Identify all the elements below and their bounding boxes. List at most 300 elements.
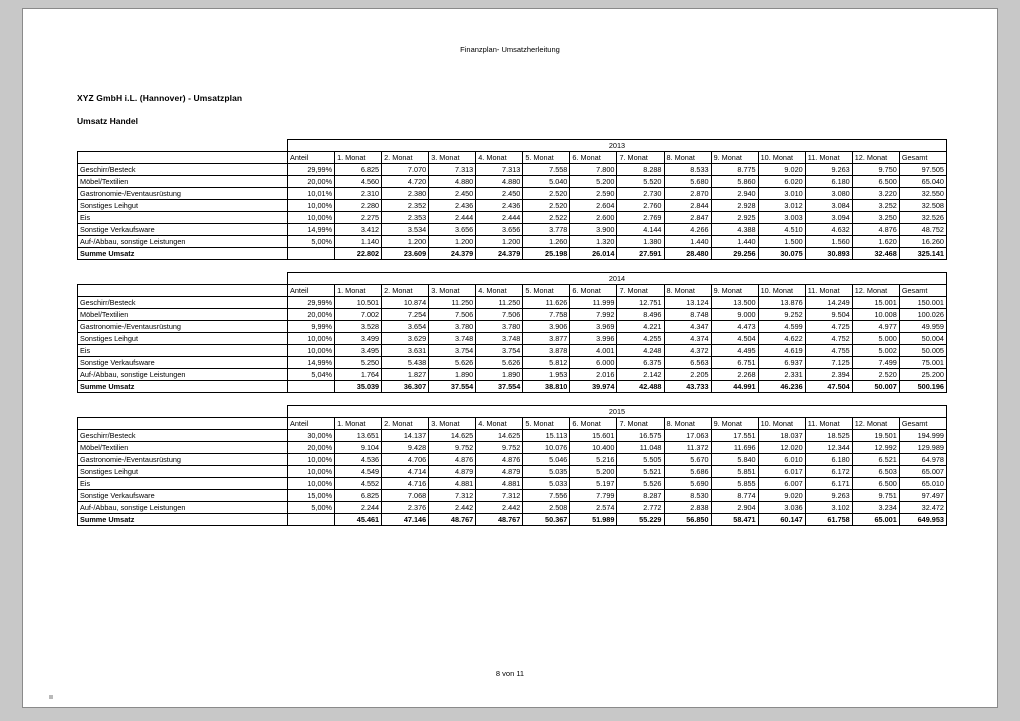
cell-month-3: 48.767: [429, 514, 476, 526]
row-anteil: 5,04%: [288, 369, 335, 381]
cell-month-2: 4.716: [382, 478, 429, 490]
cell-month-11: 1.560: [805, 236, 852, 248]
row-label: Geschirr/Besteck: [78, 164, 288, 176]
cell-month-3: 2.450: [429, 188, 476, 200]
cell-month-2: 9.428: [382, 442, 429, 454]
cell-month-3: 7.506: [429, 309, 476, 321]
cell-month-1: 45.461: [335, 514, 382, 526]
cell-month-8: 13.124: [664, 297, 711, 309]
cell-month-3: 3.656: [429, 224, 476, 236]
year-row-spacer: [78, 406, 288, 418]
cell-month-6: 5.197: [570, 478, 617, 490]
column-header-month-3: 3. Monat: [429, 152, 476, 164]
cell-total: 65.007: [899, 466, 946, 478]
column-header-month-8: 8. Monat: [664, 285, 711, 297]
cell-month-1: 5.250: [335, 357, 382, 369]
cell-month-5: 25.198: [523, 248, 570, 260]
column-header-total: Gesamt: [899, 152, 946, 164]
column-header-month-9: 9. Monat: [711, 418, 758, 430]
row-label: Sonstiges Leihgut: [78, 466, 288, 478]
cell-month-10: 9.020: [758, 490, 805, 502]
table-row: [78, 478, 947, 490]
cell-month-8: 1.440: [664, 236, 711, 248]
cell-month-2: 4.720: [382, 176, 429, 188]
cell-month-5: 15.113: [523, 430, 570, 442]
cell-month-4: 1.890: [476, 369, 523, 381]
cell-total: 150.001: [899, 297, 946, 309]
column-header-month-11: 11. Monat: [805, 285, 852, 297]
cell-month-6: 11.999: [570, 297, 617, 309]
cell-month-2: 4.706: [382, 454, 429, 466]
cell-month-6: 6.000: [570, 357, 617, 369]
column-header-month-12: 12. Monat: [852, 285, 899, 297]
cell-month-10: 46.236: [758, 381, 805, 393]
cell-month-1: 1.764: [335, 369, 382, 381]
cell-month-4: 3.754: [476, 345, 523, 357]
cell-month-11: 6.180: [805, 176, 852, 188]
cell-month-4: 7.313: [476, 164, 523, 176]
cell-month-9: 17.551: [711, 430, 758, 442]
table-row: [78, 212, 947, 224]
cell-total: 500.196: [899, 381, 946, 393]
cell-total: 194.999: [899, 430, 946, 442]
cell-total: 65.010: [899, 478, 946, 490]
cell-month-11: 3.102: [805, 502, 852, 514]
cell-total: 97.497: [899, 490, 946, 502]
row-anteil: 29,99%: [288, 297, 335, 309]
cell-month-4: 9.752: [476, 442, 523, 454]
cell-month-3: 14.625: [429, 430, 476, 442]
cell-month-5: 3.878: [523, 345, 570, 357]
cell-month-12: 3.234: [852, 502, 899, 514]
cell-month-8: 5.686: [664, 466, 711, 478]
cell-month-3: 4.876: [429, 454, 476, 466]
cell-month-9: 2.904: [711, 502, 758, 514]
cell-month-5: 50.367: [523, 514, 570, 526]
cell-month-8: 56.850: [664, 514, 711, 526]
table-row: [78, 502, 947, 514]
cell-month-8: 5.690: [664, 478, 711, 490]
cell-month-5: 5.046: [523, 454, 570, 466]
cell-total: 50.004: [899, 333, 946, 345]
cell-month-3: 4.880: [429, 176, 476, 188]
cell-month-1: 3.528: [335, 321, 382, 333]
column-header-month-4: 4. Monat: [476, 418, 523, 430]
cell-month-3: 3.754: [429, 345, 476, 357]
column-header-row: [78, 152, 947, 164]
cell-month-9: 4.504: [711, 333, 758, 345]
cell-month-2: 23.609: [382, 248, 429, 260]
cell-month-5: 3.778: [523, 224, 570, 236]
cell-month-2: 3.629: [382, 333, 429, 345]
table-row: [78, 442, 947, 454]
table-row: [78, 454, 947, 466]
cell-month-12: 5.000: [852, 333, 899, 345]
cell-month-1: 3.495: [335, 345, 382, 357]
column-header-month-9: 9. Monat: [711, 152, 758, 164]
cell-month-11: 3.084: [805, 200, 852, 212]
column-header-month-9: 9. Monat: [711, 285, 758, 297]
cell-month-5: 7.556: [523, 490, 570, 502]
cell-month-10: 6.017: [758, 466, 805, 478]
row-label: Möbel/Textilien: [78, 176, 288, 188]
cell-month-2: 4.714: [382, 466, 429, 478]
row-label: Gastronomie-/Eventausrüstung: [78, 321, 288, 333]
umsatz-tables: [77, 139, 947, 538]
cell-month-5: 2.520: [523, 200, 570, 212]
cell-month-11: 18.525: [805, 430, 852, 442]
cell-month-9: 5.855: [711, 478, 758, 490]
cell-total: 649.953: [899, 514, 946, 526]
cell-month-7: 2.142: [617, 369, 664, 381]
cell-month-6: 2.574: [570, 502, 617, 514]
cell-month-6: 5.216: [570, 454, 617, 466]
column-header-month-2: 2. Monat: [382, 152, 429, 164]
column-header-month-7: 7. Monat: [617, 418, 664, 430]
cell-month-7: 2.760: [617, 200, 664, 212]
cell-month-12: 50.007: [852, 381, 899, 393]
row-label: Gastronomie-/Eventausrüstung: [78, 454, 288, 466]
year-header-row: [78, 273, 947, 285]
cell-month-5: 2.520: [523, 188, 570, 200]
cell-month-12: 6.500: [852, 478, 899, 490]
cell-month-3: 3.748: [429, 333, 476, 345]
cell-month-11: 4.632: [805, 224, 852, 236]
cell-month-5: 3.906: [523, 321, 570, 333]
cell-month-1: 4.549: [335, 466, 382, 478]
cell-month-5: 5.040: [523, 176, 570, 188]
row-label: Auf-/Abbau, sonstige Leistungen: [78, 369, 288, 381]
table-row: [78, 490, 947, 502]
cell-month-4: 4.880: [476, 176, 523, 188]
cell-month-10: 6.937: [758, 357, 805, 369]
cell-month-3: 3.780: [429, 321, 476, 333]
column-header-month-6: 6. Monat: [570, 418, 617, 430]
cell-month-10: 4.619: [758, 345, 805, 357]
table-sum-row: [78, 381, 947, 393]
cell-month-7: 5.521: [617, 466, 664, 478]
cell-month-11: 9.263: [805, 164, 852, 176]
cell-month-9: 29.256: [711, 248, 758, 260]
year-row-spacer: [78, 140, 288, 152]
cell-month-8: 2.870: [664, 188, 711, 200]
column-header-month-6: 6. Monat: [570, 285, 617, 297]
cell-month-8: 17.063: [664, 430, 711, 442]
row-anteil: 15,00%: [288, 490, 335, 502]
year-header-row: [78, 406, 947, 418]
cell-month-4: 3.656: [476, 224, 523, 236]
cell-month-2: 1.200: [382, 236, 429, 248]
cell-month-8: 2.838: [664, 502, 711, 514]
cell-month-12: 4.977: [852, 321, 899, 333]
cell-month-9: 11.696: [711, 442, 758, 454]
cell-month-7: 2.769: [617, 212, 664, 224]
cell-month-9: 58.471: [711, 514, 758, 526]
row-label: Sonstiges Leihgut: [78, 333, 288, 345]
cell-month-1: 10.501: [335, 297, 382, 309]
table-row: [78, 466, 947, 478]
cell-month-8: 28.480: [664, 248, 711, 260]
cell-month-7: 27.591: [617, 248, 664, 260]
cell-month-8: 5.670: [664, 454, 711, 466]
cell-month-5: 2.522: [523, 212, 570, 224]
cell-month-8: 43.733: [664, 381, 711, 393]
cell-month-4: 2.450: [476, 188, 523, 200]
cell-month-9: 2.925: [711, 212, 758, 224]
cell-month-1: 22.802: [335, 248, 382, 260]
row-anteil: 5,00%: [288, 502, 335, 514]
row-anteil: 10,00%: [288, 454, 335, 466]
row-label: Eis: [78, 212, 288, 224]
column-header-anteil: Anteil: [288, 285, 335, 297]
cell-month-6: 15.601: [570, 430, 617, 442]
cell-month-5: 2.508: [523, 502, 570, 514]
cell-month-2: 2.380: [382, 188, 429, 200]
cell-month-6: 51.989: [570, 514, 617, 526]
cell-month-4: 2.436: [476, 200, 523, 212]
column-header-anteil: Anteil: [288, 418, 335, 430]
column-header-month-6: 6. Monat: [570, 152, 617, 164]
cell-month-3: 9.752: [429, 442, 476, 454]
cell-month-6: 4.001: [570, 345, 617, 357]
cell-month-12: 19.501: [852, 430, 899, 442]
cell-month-12: 2.520: [852, 369, 899, 381]
cell-total: 32.472: [899, 502, 946, 514]
cell-month-3: 1.200: [429, 236, 476, 248]
cell-month-6: 7.799: [570, 490, 617, 502]
cell-month-5: 7.558: [523, 164, 570, 176]
cell-total: 50.005: [899, 345, 946, 357]
table-row: [78, 321, 947, 333]
cell-month-11: 4.755: [805, 345, 852, 357]
row-anteil: 30,00%: [288, 430, 335, 442]
cell-month-2: 2.352: [382, 200, 429, 212]
column-header-month-8: 8. Monat: [664, 418, 711, 430]
cell-month-3: 2.442: [429, 502, 476, 514]
cell-total: 65.040: [899, 176, 946, 188]
cell-month-10: 13.876: [758, 297, 805, 309]
cell-month-12: 65.001: [852, 514, 899, 526]
row-anteil: 10,00%: [288, 478, 335, 490]
row-anteil: 29,99%: [288, 164, 335, 176]
row-label: Summe Umsatz: [78, 514, 288, 526]
cell-month-12: 1.620: [852, 236, 899, 248]
title-block: [77, 93, 242, 126]
row-anteil: 14,99%: [288, 357, 335, 369]
cell-total: 129.989: [899, 442, 946, 454]
column-header-month-2: 2. Monat: [382, 418, 429, 430]
table-row: [78, 188, 947, 200]
column-header-month-11: 11. Monat: [805, 418, 852, 430]
cell-month-4: 4.879: [476, 466, 523, 478]
cell-month-3: 24.379: [429, 248, 476, 260]
row-label: Auf-/Abbau, sonstige Leistungen: [78, 236, 288, 248]
cell-month-6: 26.014: [570, 248, 617, 260]
cell-month-4: 2.442: [476, 502, 523, 514]
cell-month-8: 8.533: [664, 164, 711, 176]
cell-month-9: 5.851: [711, 466, 758, 478]
cell-month-5: 5.035: [523, 466, 570, 478]
table-row: [78, 236, 947, 248]
column-header-month-1: 1. Monat: [335, 418, 382, 430]
cell-month-10: 18.037: [758, 430, 805, 442]
cell-month-9: 9.000: [711, 309, 758, 321]
cell-month-11: 6.180: [805, 454, 852, 466]
column-header-month-5: 5. Monat: [523, 285, 570, 297]
document-header: Finanzplan- Umsatzherleitung: [460, 45, 560, 54]
cell-total: 64.978: [899, 454, 946, 466]
cell-total: 100.026: [899, 309, 946, 321]
row-label: Summe Umsatz: [78, 381, 288, 393]
cell-month-11: 3.094: [805, 212, 852, 224]
cell-month-7: 4.221: [617, 321, 664, 333]
cell-month-1: 6.825: [335, 490, 382, 502]
cell-month-7: 16.575: [617, 430, 664, 442]
cell-month-4: 48.767: [476, 514, 523, 526]
cell-month-9: 4.495: [711, 345, 758, 357]
umsatz-table-2014: [77, 272, 947, 393]
cell-month-5: 3.877: [523, 333, 570, 345]
cell-month-4: 24.379: [476, 248, 523, 260]
cell-month-8: 2.847: [664, 212, 711, 224]
row-label: Gastronomie-/Eventausrüstung: [78, 188, 288, 200]
row-anteil: [288, 381, 335, 393]
cell-month-2: 7.068: [382, 490, 429, 502]
cell-month-9: 5.860: [711, 176, 758, 188]
year-label: 2015: [288, 406, 947, 418]
cell-month-1: 2.310: [335, 188, 382, 200]
cell-month-9: 5.840: [711, 454, 758, 466]
cell-month-2: 7.254: [382, 309, 429, 321]
row-anteil: 10,00%: [288, 466, 335, 478]
cell-month-11: 4.752: [805, 333, 852, 345]
cell-month-8: 4.372: [664, 345, 711, 357]
row-anteil: 14,99%: [288, 224, 335, 236]
cell-month-2: 1.827: [382, 369, 429, 381]
cell-month-1: 7.002: [335, 309, 382, 321]
cell-month-1: 4.552: [335, 478, 382, 490]
cell-month-5: 7.758: [523, 309, 570, 321]
column-header-month-1: 1. Monat: [335, 285, 382, 297]
cell-total: 32.526: [899, 212, 946, 224]
cell-total: 32.508: [899, 200, 946, 212]
cell-month-3: 5.626: [429, 357, 476, 369]
column-header-month-7: 7. Monat: [617, 285, 664, 297]
cell-month-3: 11.250: [429, 297, 476, 309]
cell-month-7: 5.505: [617, 454, 664, 466]
cell-month-1: 6.825: [335, 164, 382, 176]
cell-month-1: 9.104: [335, 442, 382, 454]
cell-month-5: 1.953: [523, 369, 570, 381]
cell-month-7: 4.248: [617, 345, 664, 357]
cell-month-10: 12.020: [758, 442, 805, 454]
cell-total: 48.752: [899, 224, 946, 236]
column-header-category: [78, 418, 288, 430]
cell-month-12: 9.751: [852, 490, 899, 502]
cell-month-10: 3.003: [758, 212, 805, 224]
cell-month-12: 9.750: [852, 164, 899, 176]
row-anteil: [288, 248, 335, 260]
cell-month-6: 2.604: [570, 200, 617, 212]
cell-month-6: 5.200: [570, 176, 617, 188]
cell-month-9: 13.500: [711, 297, 758, 309]
cell-month-7: 6.375: [617, 357, 664, 369]
table-row: [78, 176, 947, 188]
table-sum-row: [78, 514, 947, 526]
cell-month-4: 37.554: [476, 381, 523, 393]
cell-month-4: 4.876: [476, 454, 523, 466]
table-row: [78, 309, 947, 321]
cell-total: 32.550: [899, 188, 946, 200]
column-header-category: [78, 152, 288, 164]
row-anteil: 20,00%: [288, 442, 335, 454]
cell-month-10: 1.500: [758, 236, 805, 248]
cell-month-6: 2.590: [570, 188, 617, 200]
row-label: Geschirr/Besteck: [78, 430, 288, 442]
cell-month-11: 12.344: [805, 442, 852, 454]
cell-month-8: 2.205: [664, 369, 711, 381]
column-header-row: [78, 285, 947, 297]
cell-month-7: 4.144: [617, 224, 664, 236]
cell-month-12: 4.876: [852, 224, 899, 236]
column-header-month-5: 5. Monat: [523, 152, 570, 164]
row-label: Sonstige Verkaufsware: [78, 490, 288, 502]
cell-month-1: 4.560: [335, 176, 382, 188]
cell-month-12: 3.220: [852, 188, 899, 200]
cell-month-5: 38.810: [523, 381, 570, 393]
cell-month-12: 3.252: [852, 200, 899, 212]
row-anteil: 20,00%: [288, 309, 335, 321]
cell-month-9: 2.928: [711, 200, 758, 212]
column-header-month-12: 12. Monat: [852, 418, 899, 430]
cell-month-8: 4.266: [664, 224, 711, 236]
cell-month-3: 2.436: [429, 200, 476, 212]
cell-month-6: 2.600: [570, 212, 617, 224]
cell-month-3: 7.312: [429, 490, 476, 502]
row-anteil: [288, 514, 335, 526]
cell-month-12: 3.250: [852, 212, 899, 224]
table-row: [78, 333, 947, 345]
row-label: Möbel/Textilien: [78, 442, 288, 454]
cell-month-8: 8.748: [664, 309, 711, 321]
row-anteil: 10,00%: [288, 212, 335, 224]
cell-total: 97.505: [899, 164, 946, 176]
row-label: Sonstiges Leihgut: [78, 200, 288, 212]
cell-month-7: 1.380: [617, 236, 664, 248]
row-label: Summe Umsatz: [78, 248, 288, 260]
cell-month-1: 4.536: [335, 454, 382, 466]
cell-month-9: 44.991: [711, 381, 758, 393]
cell-month-6: 39.974: [570, 381, 617, 393]
cell-month-6: 5.200: [570, 466, 617, 478]
umsatz-table-2015: [77, 405, 947, 526]
cell-month-2: 3.534: [382, 224, 429, 236]
cell-month-4: 4.881: [476, 478, 523, 490]
cell-month-4: 2.444: [476, 212, 523, 224]
cell-month-8: 4.347: [664, 321, 711, 333]
cell-month-1: 2.275: [335, 212, 382, 224]
cell-month-2: 5.438: [382, 357, 429, 369]
row-label: Möbel/Textilien: [78, 309, 288, 321]
table-row: [78, 345, 947, 357]
column-header-month-3: 3. Monat: [429, 285, 476, 297]
row-anteil: 10,00%: [288, 200, 335, 212]
cell-month-2: 36.307: [382, 381, 429, 393]
document-sheet: [22, 8, 998, 708]
cell-month-11: 6.172: [805, 466, 852, 478]
year-header-row: [78, 140, 947, 152]
cell-month-7: 5.520: [617, 176, 664, 188]
